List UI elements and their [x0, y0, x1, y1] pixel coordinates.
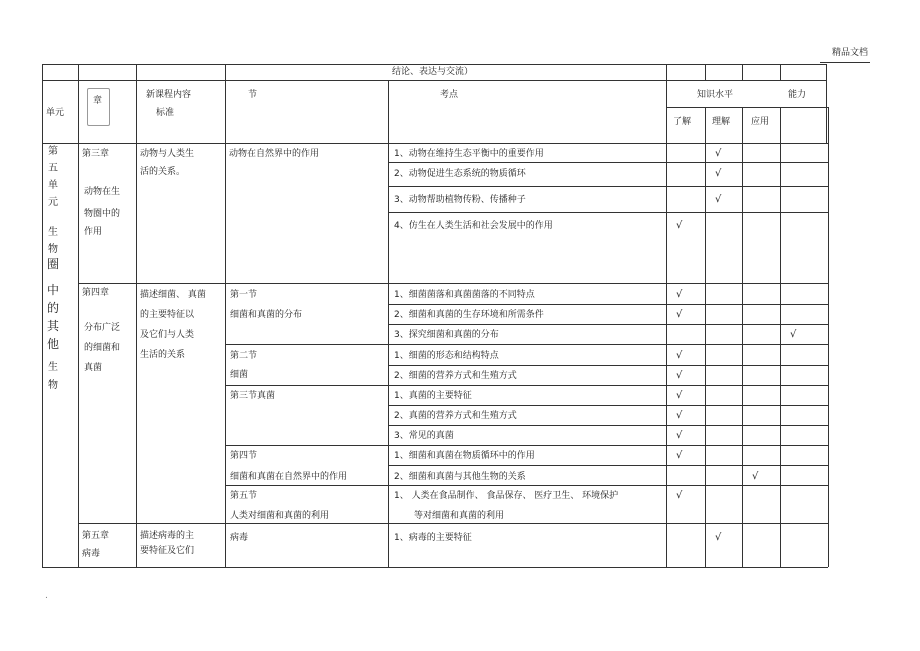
chapter5-standard-line: 描述病毒的主 — [140, 531, 195, 541]
check-mark: √ — [676, 289, 683, 300]
unit-char: 第 — [48, 146, 58, 157]
header-section: 节 — [248, 90, 258, 100]
chapter4-section-name: 人类对细菌和真菌的利用 — [230, 511, 330, 521]
chapter3-standard-line: 动物与人类生 — [140, 149, 195, 159]
chapter4-standard-line: 及它们与人类 — [140, 330, 195, 340]
chapter4-section-name: 细菌和真菌的分布 — [230, 310, 303, 320]
check-mark: √ — [676, 410, 683, 421]
check-mark: √ — [790, 329, 797, 340]
header-points: 考点 — [440, 90, 459, 100]
chapter4-name-line: 分布广泛 — [84, 323, 121, 333]
unit-char: 生 — [48, 227, 58, 238]
unit-char: 中 — [46, 283, 59, 297]
chapter5-standard-line: 要特征及它们 — [140, 546, 195, 556]
check-mark: √ — [715, 532, 722, 543]
unit-char: 他 — [46, 337, 59, 351]
unit-char: 圈 — [46, 257, 59, 271]
header-chapter: 章 — [93, 96, 103, 106]
chapter4-name-line: 的细菌和 — [84, 343, 121, 353]
unit-char: 的 — [46, 301, 59, 315]
watermark-rule — [820, 62, 870, 63]
header-apply: 应用 — [751, 117, 770, 127]
chapter4-point: 3、常见的真菌 — [394, 431, 454, 441]
check-mark: √ — [676, 450, 683, 461]
check-mark: √ — [676, 430, 683, 441]
chapter4-section-title: 第五节 — [230, 491, 258, 501]
chapter5-title: 第五章 — [82, 531, 110, 541]
chapter4-point: 2、细菌和真菌与其他生物的关系 — [394, 472, 526, 482]
chapter4-title: 第四章 — [82, 288, 110, 298]
chapter4-standard-line: 的主要特征以 — [140, 310, 195, 320]
chapter4-point: 2、细菌和真菌的生存环境和所需条件 — [394, 310, 544, 320]
chapter3-point: 3、动物帮助植物传粉、传播种子 — [394, 195, 526, 205]
chapter4-section-name: 细菌 — [230, 370, 249, 380]
check-mark: √ — [676, 350, 683, 361]
check-mark: √ — [676, 309, 683, 320]
header-standard-line2: 标准 — [156, 108, 175, 118]
chapter3-point: 4、仿生在人类生活和社会发展中的作用 — [394, 221, 553, 231]
footer-dot: . — [45, 591, 48, 601]
chapter3-section: 动物在自然界中的作用 — [229, 149, 320, 159]
watermark-text: 精品文档 — [832, 48, 869, 58]
chapter3-standard-line: 活的关系。 — [140, 167, 186, 177]
chapter5-point: 1、病毒的主要特征 — [394, 533, 472, 543]
chapter4-point-continued: 等对细菌和真菌的利用 — [414, 511, 505, 521]
header-unit: 单元 — [46, 108, 65, 118]
chapter3-name-line: 动物在生 — [84, 187, 121, 197]
chapter4-section-title: 第三节真菌 — [230, 391, 276, 401]
chapter5-name: 病毒 — [82, 549, 101, 559]
unit-char: 生 — [48, 362, 58, 373]
chapter4-point: 2、细菌的营养方式和生殖方式 — [394, 371, 517, 381]
header-ability: 能力 — [788, 90, 807, 100]
chapter3-name-line: 物圈中的 — [84, 209, 121, 219]
check-mark: √ — [676, 220, 683, 231]
check-mark: √ — [715, 194, 722, 205]
check-mark: √ — [715, 148, 722, 159]
chapter4-section-name: 细菌和真菌在自然界中的作用 — [230, 472, 348, 482]
chapter4-point: 1、真菌的主要特征 — [394, 391, 472, 401]
chapter4-point: 1、 人类在食品制作、 食品保存、 医疗卫生、 环境保护 — [394, 491, 619, 501]
chapter4-point: 2、真菌的营养方式和生殖方式 — [394, 411, 517, 421]
chapter3-point: 1、动物在维持生态平衡中的重要作用 — [394, 149, 544, 159]
header-standard-line1: 新课程内容 — [146, 90, 192, 100]
chapter4-name-line: 真菌 — [84, 363, 103, 373]
unit-char: 单 — [48, 180, 58, 191]
chapter4-standard-line: 描述细菌、 真菌 — [140, 290, 206, 300]
chapter4-section-title: 第四节 — [230, 451, 258, 461]
chapter4-point: 1、细菌菌落和真菌菌落的不同特点 — [394, 290, 535, 300]
top-row-text: 结论、表达与交流） — [392, 67, 474, 77]
check-mark: √ — [676, 390, 683, 401]
unit-label — [46, 146, 60, 398]
check-mark: √ — [752, 471, 759, 482]
chapter4-section-title: 第二节 — [230, 351, 258, 361]
header-understand-basic: 了解 — [673, 117, 692, 127]
chapter4-section-title: 第一节 — [230, 290, 258, 300]
header-comprehend: 理解 — [712, 117, 731, 127]
chapter4-point: 1、细菌和真菌在物质循环中的作用 — [394, 451, 535, 461]
chapter3-point: 2、动物促进生态系统的物质循环 — [394, 169, 526, 179]
chapter4-point: 1、细菌的形态和结构特点 — [394, 351, 499, 361]
unit-char: 元 — [48, 197, 58, 208]
chapter4-standard-line: 生活的关系 — [140, 350, 186, 360]
unit-char: 物 — [48, 244, 58, 255]
chapter4-point: 3、探究细菌和真菌的分布 — [394, 330, 499, 340]
chapter5-section: 病毒 — [230, 533, 249, 543]
unit-char: 其 — [46, 319, 59, 333]
chapter-header-box — [87, 88, 110, 126]
check-mark: √ — [715, 168, 722, 179]
check-mark: √ — [676, 370, 683, 381]
unit-char: 物 — [48, 380, 58, 391]
check-mark: √ — [676, 490, 683, 501]
unit-char: 五 — [48, 163, 58, 174]
chapter3-name-line: 作用 — [84, 227, 103, 237]
header-knowledge: 知识水平 — [697, 90, 734, 100]
chapter3-title: 第三章 — [82, 149, 110, 159]
